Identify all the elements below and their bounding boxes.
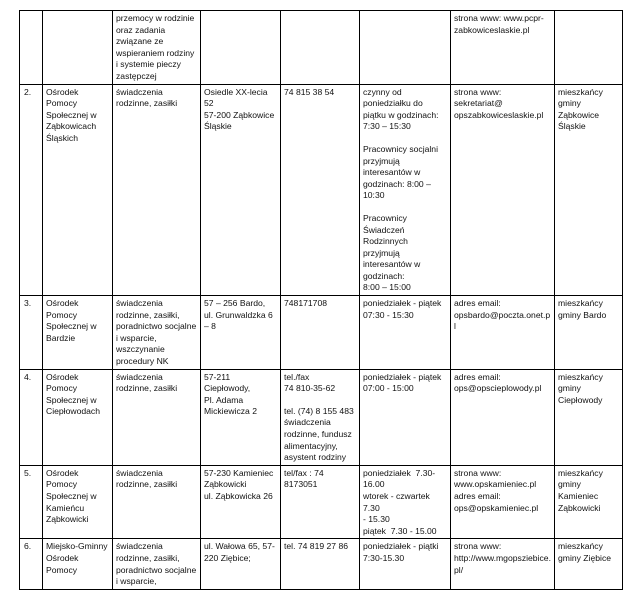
hours-line: poniedziałek 7.30-16.00 — [363, 467, 436, 490]
contact-cell — [451, 539, 555, 589]
residents-cell: mieszkańcy gminy Ziębice — [555, 539, 623, 589]
institution-name: Ośrodek Pomocy Społecznej w Ząbkowicach Śląskich — [43, 84, 113, 296]
hours-line: Pracownicy Świadczeń Rodzinnych przyjmują interesantów w godzinach: — [363, 212, 423, 281]
contact-line: opsbardo@poczta.onet.pl — [454, 309, 551, 332]
phone-line: tel. (74) 8 155 483 świadczenia rodzinne, fundusz alimentacyjny, asystent rodziny — [284, 405, 357, 463]
contact-line: adres email: — [454, 298, 501, 309]
address-line: 220 Ziębice; — [204, 552, 251, 563]
row-number: 6. — [20, 539, 43, 589]
services-cell: przemocy w rodzinie oraz zadania związane ze wspieraniem rodziny i systemie pieczy zastępczej — [113, 11, 201, 85]
services-cell: świadczenia rodzinne, zasiłki — [113, 84, 201, 296]
table-row — [20, 84, 623, 296]
hours-cell — [360, 296, 451, 370]
institution-name: Ośrodek Pomocy Społecznej w Ciepłowodach — [43, 369, 113, 465]
hours-cell — [360, 465, 451, 539]
services-cell: świadczenia rodzinne, zasiłki — [113, 369, 201, 465]
table-row — [20, 369, 623, 465]
institution-name — [43, 11, 113, 85]
address-line: Ząbkowicki — [204, 479, 247, 490]
table-row — [20, 539, 623, 589]
phone-cell — [281, 465, 360, 539]
address-cell — [201, 539, 281, 589]
address-line: Pl. Adama — [204, 394, 244, 405]
contact-cell — [451, 369, 555, 465]
hours-line: piątek 7.30 - 15.00 — [363, 525, 437, 536]
institution-name: Ośrodek Pomocy Społecznej w Kamieńcu Ząbkowicki — [43, 465, 113, 539]
phone-line: 748171708 — [284, 298, 328, 309]
address-cell — [201, 84, 281, 296]
phone-cell — [281, 84, 360, 296]
contact-line: strona www: www.pcpr- — [454, 13, 544, 23]
contact-line: www.opskamieniec.pl — [454, 479, 537, 490]
phone-cell — [281, 11, 360, 85]
phone-line: tel. 74 819 27 86 — [284, 541, 349, 552]
institution-name: Miejsko-Gminny Ośrodek Pomocy — [43, 539, 113, 589]
services-cell: świadczenia rodzinne, zasiłki, poradnictwo socjalne i wsparcie, wszczynanie procedury NK — [113, 296, 201, 370]
row-number: 5. — [20, 465, 43, 539]
address-cell — [201, 465, 281, 539]
contact-line: adres email: — [454, 490, 501, 501]
hours-line: wtorek - czwartek 7.30 — [363, 490, 435, 513]
address-cell — [201, 296, 281, 370]
hours-line: 8:00 – 15:00 — [363, 282, 411, 293]
hours-line: 07:30 - 15:30 — [363, 309, 414, 320]
address-cell — [201, 369, 281, 465]
contact-line: strona www: — [454, 541, 502, 552]
hours-line: poniedziałek - piątki — [363, 541, 439, 552]
services-cell: świadczenia rodzinne, zasiłki — [113, 465, 201, 539]
services-cell: świadczenia rodzinne, zasiłki, poradnictwo socjalne i wsparcie, — [113, 539, 201, 589]
hours-cell — [360, 539, 451, 589]
hours-line: czynny od poniedziałku do piątku w godzinach: 7:30 – 15:30 — [363, 86, 441, 132]
hours-line: 07:00 - 15:00 — [363, 383, 414, 394]
address-line: 57 – 256 Bardo, — [204, 298, 266, 309]
contact-cell — [451, 465, 555, 539]
contact-line: http://www.mgopsziebice. — [454, 552, 551, 563]
contact-line: ops@opskamieniec.pl — [454, 502, 539, 513]
phone-cell — [281, 296, 360, 370]
hours-cell — [360, 11, 451, 85]
hours-cell — [360, 84, 451, 296]
address-line: Osiedle XX-lecia 52 — [204, 86, 270, 109]
residents-cell: mieszkańcy gminy Bardo — [555, 296, 623, 370]
table-row — [20, 11, 623, 85]
contact-cell — [451, 296, 555, 370]
address-line: 57-200 Ząbkowice — [204, 109, 275, 120]
hours-line: Pracownicy socjalni przyjmują interesantów w godzinach: 8:00 – 10:30 — [363, 143, 441, 201]
institutions-table — [19, 10, 623, 590]
address-line: 57-211 — [204, 371, 231, 382]
table-row — [20, 296, 623, 370]
contact-line: adres email: — [454, 371, 501, 382]
residents-cell: mieszkańcy gminy Ząbkowice Śląskie — [555, 84, 623, 296]
institution-name: Ośrodek Pomocy Społecznej w Bardzie — [43, 296, 113, 370]
address-line: 57-230 Kamieniec — [204, 467, 274, 478]
row-number: 3. — [20, 296, 43, 370]
address-line: Ciepłowody, — [204, 383, 251, 394]
residents-cell: mieszkańcy gminy Kamieniec Ząbkowicki — [555, 465, 623, 539]
phone-cell — [281, 369, 360, 465]
address-cell — [201, 11, 281, 85]
row-number: 4. — [20, 369, 43, 465]
address-line: ul. Ząbkowicka 26 — [204, 490, 273, 501]
hours-line: poniedziałek - piątek — [363, 298, 442, 309]
address-line: ul. Wałowa 65, 57- — [204, 541, 275, 552]
contact-line: pl/ — [454, 564, 464, 575]
phone-line: tel./fax — [284, 371, 310, 382]
hours-line: - 15.30 — [363, 514, 390, 525]
phone-line: tel/fax : 74 8173051 — [284, 467, 327, 490]
contact-cell — [451, 84, 555, 296]
phone-line: 74 810-35-62 — [284, 383, 336, 394]
address-line: Mickiewicza 2 — [204, 406, 258, 417]
address-line: Śląskie — [204, 121, 232, 132]
contact-line: zabkowiceslaskie.pl — [454, 24, 530, 35]
row-number — [20, 11, 43, 85]
hours-line: poniedziałek - piątek — [363, 371, 442, 382]
hours-line: 7:30-15.30 — [363, 552, 405, 563]
contact-line: ops@opscieplowody.pl — [454, 383, 542, 394]
residents-cell — [555, 11, 623, 85]
contact-line: opszabkowiceslaskie.pl — [454, 109, 544, 120]
contact-cell — [451, 11, 555, 85]
residents-cell: mieszkańcy gminy Ciepłowody — [555, 369, 623, 465]
phone-cell — [281, 539, 360, 589]
row-number: 2. — [20, 84, 43, 296]
address-line: ul. Grunwaldzka 6 – 8 — [204, 309, 276, 332]
contact-line: strona www: — [454, 467, 502, 478]
contact-line: strona www: sekretariat@ — [454, 86, 504, 109]
phone-line: 74 815 38 54 — [284, 86, 335, 97]
table-row — [20, 465, 623, 539]
hours-cell — [360, 369, 451, 465]
